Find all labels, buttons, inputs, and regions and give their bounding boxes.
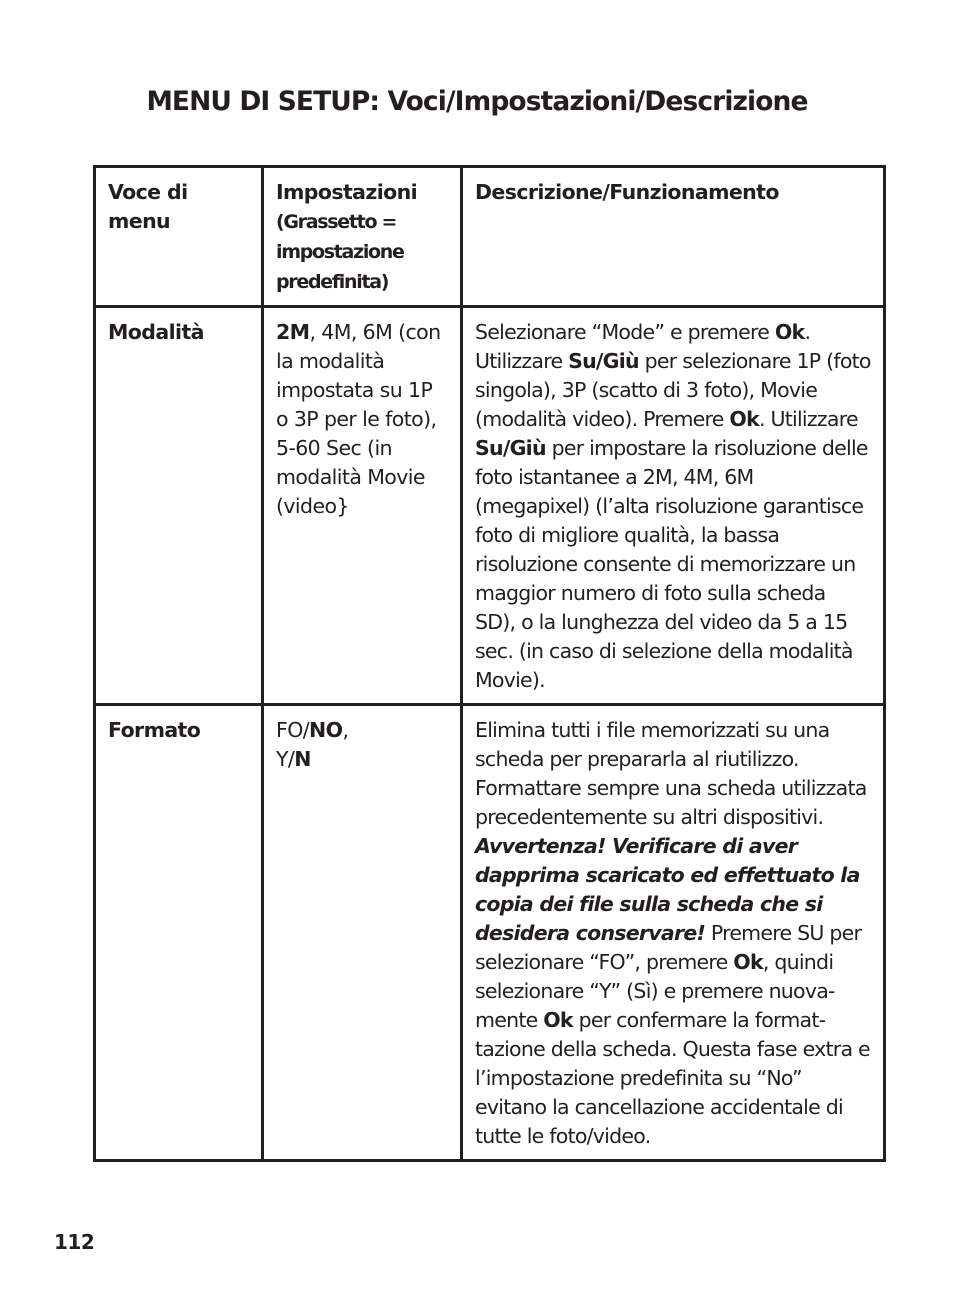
desc-text: Elimina tutti i file memorizzati su una scheda per prepararla al riutilizzo. Formattare sempre una scheda utilizzata precedentemente su altri dispositivi.	[475, 718, 867, 829]
menu-item-label: Modalità	[108, 320, 204, 344]
desc-bold: Ok	[543, 1008, 573, 1032]
desc-text: per selezionare 1P (foto singola), 3P (scatto di 3 foto), Movie (modalità video). Premere	[475, 349, 871, 431]
default-setting: 2M	[276, 320, 310, 344]
row-settings-formato	[263, 705, 462, 1161]
settings-text: FO/	[276, 718, 310, 742]
desc-bold: Ok	[733, 950, 763, 974]
desc-bold: Ok	[729, 407, 759, 431]
page-title: MENU DI SETUP: Voci/Impostazioni/Descrizione	[146, 86, 808, 117]
row-item-modalita	[95, 307, 263, 705]
desc-warning: Avvertenza! Verificare di aver dapprima scaricato ed effettuato la copia dei file sulla scheda che si desidera conservare!	[475, 834, 860, 945]
header-settings	[263, 167, 462, 307]
row-description-formato	[462, 705, 885, 1161]
default-setting: N	[294, 747, 311, 771]
menu-item-label: Formato	[108, 718, 201, 742]
header-menu-item-label: Voce di menu	[108, 180, 188, 233]
header-description	[462, 167, 885, 307]
table-row	[95, 307, 885, 705]
desc-bold: Su/Giù	[568, 349, 639, 373]
setup-menu-table	[93, 165, 886, 1162]
row-settings-modalita	[263, 307, 462, 705]
desc-text: , quindi selezionare “Y” (Sì) e premere nuovamente	[475, 950, 836, 1032]
table-header-row	[95, 167, 885, 307]
settings-text: , 4M, 6M (con la modalità impostata su 1P o 3P per le foto), 5-60 Sec (in modalità Movie (video}	[276, 320, 441, 518]
desc-text: per confermare la formattazione della scheda. Questa fase extra e l’impostazione predefinita su “No” evitano la cancellazione accidentale di tutte le foto/video.	[475, 1008, 870, 1148]
row-description-modalita	[462, 307, 885, 705]
header-menu-item	[95, 167, 263, 307]
desc-text: Selezionare “Mode” e premere	[475, 320, 775, 344]
default-setting: NO	[309, 718, 343, 742]
header-description-label: Descrizione/Funzionamento	[475, 180, 779, 204]
table-row	[95, 705, 885, 1161]
desc-bold: Su/Giù	[475, 436, 546, 460]
desc-text: . Utilizzare	[758, 407, 858, 431]
settings-text: ,	[342, 718, 349, 742]
desc-bold: Ok	[774, 320, 805, 344]
desc-text: Premere SU per selezionare “FO”, premere	[475, 921, 862, 974]
page-number: 112	[54, 1230, 95, 1254]
row-item-formato	[95, 705, 263, 1161]
header-settings-note: (Grassetto = impostazione predefinita)	[276, 211, 404, 293]
desc-text: per impostare la risoluzione delle foto istantanee a 2M, 4M, 6M (megapixel) (l’alta risoluzione garantisce foto di migliore qualità, la bassa risoluzione consente di memorizzare un maggior numero di foto sulla scheda SD), o la lunghezza del video da 5 a 15 sec. (in caso di selezione della modalità Movie).	[475, 436, 868, 692]
settings-text: Y/	[276, 747, 295, 771]
desc-text: . Utilizzare	[475, 320, 811, 373]
header-settings-label: Impostazioni	[276, 180, 418, 204]
